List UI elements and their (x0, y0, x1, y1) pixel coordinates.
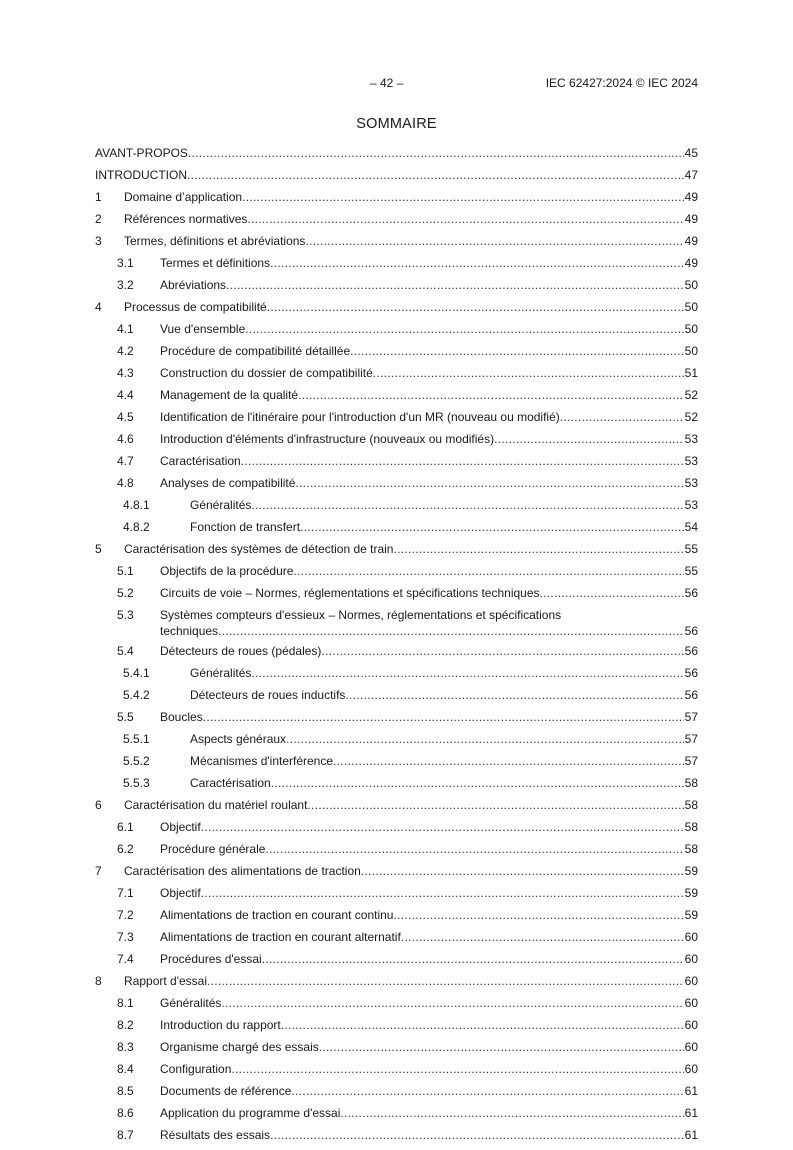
toc-entry-title: Procédure générale (160, 842, 266, 856)
toc-entry[interactable] (95, 1040, 698, 1062)
toc-entry-number: 5.5.3 (123, 776, 150, 790)
toc-entry-page: 53 (684, 498, 698, 512)
toc-entry-number: 6 (95, 798, 102, 812)
toc-entry-number: 1 (95, 190, 102, 204)
page-header (0, 76, 793, 92)
toc-entry-number: 2 (95, 212, 102, 226)
toc-entry[interactable] (95, 454, 698, 476)
toc-entry-number: 4.8 (117, 476, 134, 490)
dot-leader (340, 1106, 683, 1120)
toc-entry-title: Références normatives (124, 212, 248, 226)
toc-entry[interactable] (95, 300, 698, 322)
toc-entry-number: 8.1 (117, 996, 134, 1010)
toc-entry-title: Introduction du rapport (160, 1018, 281, 1032)
toc-entry-page: 50 (684, 322, 698, 336)
dot-leader (270, 1128, 684, 1142)
toc-entry-page: 49 (684, 212, 698, 226)
toc-entry-page: 61 (684, 1084, 698, 1098)
toc-entry[interactable] (95, 710, 698, 732)
toc-entry-title: Mécanismes d'interférence (190, 754, 334, 768)
toc-entry-title: Procédures d'essai (160, 952, 262, 966)
dot-leader (319, 1040, 684, 1054)
toc-entry-number: 8.2 (117, 1018, 134, 1032)
toc-entry-number: 5.5.2 (123, 754, 150, 768)
toc-entry-title: Généralités (160, 996, 222, 1010)
toc-entry[interactable] (95, 278, 698, 300)
toc-entry-title: Systèmes compteurs d'essieux – Normes, réglementations et spécifications (160, 608, 562, 622)
toc-entry-page: 45 (684, 146, 698, 160)
toc-entry-page: 59 (684, 886, 698, 900)
dot-leader (298, 388, 684, 402)
dot-leader (265, 842, 683, 856)
toc-entry-title: INTRODUCTION (95, 168, 187, 182)
toc-entry-number: 4.3 (117, 366, 134, 380)
dot-leader (345, 688, 683, 702)
toc-entry-number: 3.1 (117, 256, 134, 270)
toc-entry-title: Vue d'ensemble (160, 322, 246, 336)
dot-leader (231, 1062, 683, 1076)
toc-entry-page: 59 (684, 864, 698, 878)
toc-entry-number: 7.1 (117, 886, 134, 900)
toc-entry-title: Alimentations de traction en courant alternatif (160, 930, 401, 944)
toc-entry-title: Processus de compatibilité (124, 300, 267, 314)
toc-entry-page: 50 (684, 300, 698, 314)
toc-entry-page: 59 (684, 908, 698, 922)
toc-entry-page: 57 (684, 732, 698, 746)
dot-leader (247, 212, 683, 226)
toc-entry-title: Application du programme d'essai (160, 1106, 341, 1120)
dot-leader (305, 234, 683, 248)
toc-entry-title-continued: techniques (160, 624, 219, 638)
toc-entry[interactable] (95, 732, 698, 754)
toc-entry-number: 5.2 (117, 586, 134, 600)
toc-entry-number: 5.5 (117, 710, 134, 724)
dot-leader (300, 520, 684, 534)
toc-entry[interactable] (95, 644, 698, 666)
toc-entry[interactable] (95, 586, 698, 608)
toc-entry-title: Détecteurs de roues (pédales) (160, 644, 322, 658)
toc-entry-page: 58 (684, 820, 698, 834)
dot-leader (393, 542, 683, 556)
toc-entry[interactable] (95, 388, 698, 410)
dot-leader (321, 644, 683, 658)
toc-entry-page: 56 (684, 688, 698, 702)
toc-entry-title: Circuits de voie – Normes, réglementations et spécifications techniques (160, 586, 540, 600)
toc-entry-title: Boucles (160, 710, 203, 724)
toc-entry-number: 4.5 (117, 410, 134, 424)
dot-leader (201, 886, 684, 900)
toc-entry-number: 5.3 (117, 608, 134, 622)
toc-entry[interactable] (95, 1128, 698, 1150)
dot-leader (373, 366, 684, 380)
toc-entry[interactable] (95, 688, 698, 710)
dot-leader (251, 666, 683, 680)
toc-entry-title: Termes et définitions (160, 256, 271, 270)
toc-entry[interactable] (95, 1084, 698, 1106)
toc-entry[interactable] (95, 820, 698, 842)
toc-entry-page: 60 (684, 1040, 698, 1054)
dot-leader (221, 996, 683, 1010)
toc-entry-page: 56 (684, 624, 698, 638)
toc-entry-number: 8.6 (117, 1106, 134, 1120)
toc-entry-page: 52 (684, 410, 698, 424)
toc-entry-title: Management de la qualité (160, 388, 299, 402)
toc-entry-number: 7 (95, 864, 102, 878)
toc-entry-number: 5.4 (117, 644, 134, 658)
toc-entry[interactable] (95, 974, 698, 996)
toc-entry[interactable] (95, 212, 698, 234)
toc-entry-page: 50 (684, 278, 698, 292)
dot-leader (291, 1084, 683, 1098)
toc-entry-number: 4.8.1 (123, 498, 150, 512)
toc-entry-page: 56 (684, 586, 698, 600)
toc-entry[interactable] (95, 1018, 698, 1040)
toc-entry[interactable] (95, 542, 698, 564)
toc-entry-page: 50 (684, 344, 698, 358)
dot-leader (188, 146, 684, 160)
toc-entry-title: Documents de référence (160, 1084, 292, 1098)
toc-entry[interactable] (95, 952, 698, 974)
toc-entry-title: Configuration (160, 1062, 232, 1076)
toc-entry[interactable] (95, 886, 698, 908)
toc-entry[interactable] (95, 520, 698, 542)
toc-entry[interactable] (95, 432, 698, 454)
toc-entry-page: 52 (684, 388, 698, 402)
toc-entry-title: Résultats des essais (160, 1128, 271, 1142)
toc-entry[interactable] (95, 666, 698, 688)
dot-leader (361, 864, 684, 878)
toc-entry[interactable] (95, 256, 698, 278)
toc-entry[interactable] (95, 234, 698, 256)
toc-entry-title: Objectifs de la procédure (160, 564, 294, 578)
dot-leader (494, 432, 684, 446)
dot-leader (307, 798, 683, 812)
toc-entry-page: 55 (684, 542, 698, 556)
toc-entry-number: 5 (95, 542, 102, 556)
toc-entry-number: 5.4.1 (123, 666, 150, 680)
toc-entry-page: 47 (684, 168, 698, 182)
toc-entry-page: 53 (684, 476, 698, 490)
toc-entry-title: Généralités (190, 498, 252, 512)
dot-leader (245, 322, 683, 336)
dot-leader (251, 498, 683, 512)
toc-entry-page: 51 (684, 366, 698, 380)
dot-leader (281, 1018, 684, 1032)
toc-entry-number: 3.2 (117, 278, 134, 292)
toc-entry-title: Caractérisation des alimentations de traction (124, 864, 361, 878)
toc-entry-number: 3 (95, 234, 102, 248)
toc-entry-number: 5.4.2 (123, 688, 150, 702)
toc-entry-page: 60 (684, 974, 698, 988)
toc-entry-number: 4.6 (117, 432, 134, 446)
toc-entry-title: Objectif (160, 820, 201, 834)
toc-entry-number: 6.2 (117, 842, 134, 856)
dot-leader (207, 974, 684, 988)
toc-entry-number: 4 (95, 300, 102, 314)
toc-entry[interactable] (95, 190, 698, 212)
dot-leader (270, 256, 684, 270)
dot-leader (401, 930, 684, 944)
toc-entry[interactable] (95, 864, 698, 886)
toc-entry-number: 8.3 (117, 1040, 134, 1054)
toc-entry-title: Termes, définitions et abréviations (124, 234, 306, 248)
toc-entry-page: 55 (684, 564, 698, 578)
toc-entry-number: 4.4 (117, 388, 134, 402)
toc-entry[interactable] (95, 908, 698, 930)
toc-entry-page: 61 (684, 1106, 698, 1120)
dot-leader (203, 710, 684, 724)
toc-entry[interactable] (95, 754, 698, 776)
dot-leader (267, 300, 684, 314)
toc-entry-title: Alimentations de traction en courant continu (160, 908, 394, 922)
toc-entry[interactable] (95, 344, 698, 366)
toc-entry-title: Aspects généraux (190, 732, 287, 746)
toc-entry[interactable] (95, 1106, 698, 1128)
dot-leader (293, 564, 683, 578)
toc-entry-number: 8.4 (117, 1062, 134, 1076)
toc-entry-title: Caractérisation (160, 454, 241, 468)
toc-entry-page: 54 (684, 520, 698, 534)
toc-entry-page: 60 (684, 1018, 698, 1032)
toc-entry[interactable] (95, 564, 698, 586)
dot-leader (242, 190, 684, 204)
toc-entry-title: Organisme chargé des essais (160, 1040, 319, 1054)
toc-entry[interactable] (95, 498, 698, 520)
toc-entry-title: Généralités (190, 666, 252, 680)
toc-entry[interactable] (95, 476, 698, 498)
toc-entry-title: Abréviations (160, 278, 227, 292)
toc-entry-title: Identification de l'itinéraire pour l'introduction d'un MR (nouveau ou modifié) (160, 410, 560, 424)
toc-entry-page: 58 (684, 776, 698, 790)
toc-entry[interactable] (95, 930, 698, 952)
toc-entry-page: 49 (684, 234, 698, 248)
dot-leader (333, 754, 684, 768)
toc-entry-page: 58 (684, 842, 698, 856)
toc-entry[interactable] (95, 608, 698, 644)
toc-entry[interactable] (95, 146, 698, 168)
dot-leader (201, 820, 684, 834)
dot-leader (271, 776, 684, 790)
toc-entry[interactable] (95, 410, 698, 432)
dot-leader (540, 586, 684, 600)
toc-entry-page: 49 (684, 190, 698, 204)
toc-entry-number: 8.7 (117, 1128, 134, 1142)
toc-entry-number: 4.7 (117, 454, 134, 468)
toc-entry-title: Domaine d’application (124, 190, 243, 204)
dot-leader (295, 476, 683, 490)
toc-entry-number: 7.3 (117, 930, 134, 944)
toc-entry[interactable] (95, 842, 698, 864)
toc-entry-title: AVANT-PROPOS (95, 146, 188, 160)
toc-entry-title: Objectif (160, 886, 201, 900)
toc-entry-page: 56 (684, 666, 698, 680)
toc-entry-title: Procédure de compatibilité détaillée (160, 344, 351, 358)
toc-entry-page: 57 (684, 754, 698, 768)
toc-entry-number: 4.2 (117, 344, 134, 358)
toc-entry-title: Analyses de compatibilité (160, 476, 296, 490)
toc-entry-title: Fonction de transfert (190, 520, 301, 534)
toc-entry-title: Construction du dossier de compatibilité (160, 366, 373, 380)
page-number: – 42 – (370, 76, 404, 90)
toc-entry-page: 60 (684, 952, 698, 966)
table-of-contents (95, 146, 698, 1150)
toc-entry[interactable] (95, 798, 698, 820)
toc-entry-page: 53 (684, 454, 698, 468)
toc-entry[interactable] (95, 168, 698, 190)
page-title: SOMMAIRE (356, 116, 437, 132)
toc-entry-number: 8.5 (117, 1084, 134, 1098)
toc-entry-title: Caractérisation (190, 776, 271, 790)
dot-leader (262, 952, 684, 966)
dot-leader (241, 454, 684, 468)
toc-entry-page: 49 (684, 256, 698, 270)
dot-leader (226, 278, 684, 292)
toc-entry-title: Rapport d'essai (124, 974, 208, 988)
toc-entry-number: 7.4 (117, 952, 134, 966)
toc-entry[interactable] (95, 322, 698, 344)
toc-entry-page: 56 (684, 644, 698, 658)
toc-entry-number: 4.1 (117, 322, 134, 336)
dot-leader (350, 344, 684, 358)
toc-entry-number: 5.5.1 (123, 732, 150, 746)
toc-entry[interactable] (95, 1062, 698, 1084)
toc-entry[interactable] (95, 996, 698, 1018)
toc-entry-page: 61 (684, 1128, 698, 1142)
toc-entry-page: 60 (684, 1062, 698, 1076)
dot-leader (560, 410, 684, 424)
toc-entry-number: 6.1 (117, 820, 134, 834)
toc-entry-page: 53 (684, 432, 698, 446)
dot-leader (187, 168, 684, 182)
dot-leader (286, 732, 684, 746)
toc-entry-page: 60 (684, 996, 698, 1010)
toc-entry-page: 60 (684, 930, 698, 944)
toc-entry-number: 5.1 (117, 564, 134, 578)
toc-entry-title: Détecteurs de roues inductifs (190, 688, 346, 702)
toc-entry-title: Introduction d'éléments d'infrastructure (nouveaux ou modifiés) (160, 432, 495, 446)
dot-leader (218, 624, 684, 638)
toc-entry[interactable] (95, 776, 698, 798)
toc-entry-title: Caractérisation des systèmes de détection de train (124, 542, 394, 556)
dot-leader (393, 908, 683, 922)
document-reference: IEC 62427:2024 © IEC 2024 (545, 76, 698, 90)
toc-entry-page: 58 (684, 798, 698, 812)
toc-entry-number: 8 (95, 974, 102, 988)
toc-entry-page: 57 (684, 710, 698, 724)
toc-entry-number: 7.2 (117, 908, 134, 922)
toc-entry-title: Caractérisation du matériel roulant (124, 798, 308, 812)
toc-entry[interactable] (95, 366, 698, 388)
toc-entry-number: 4.8.2 (123, 520, 150, 534)
